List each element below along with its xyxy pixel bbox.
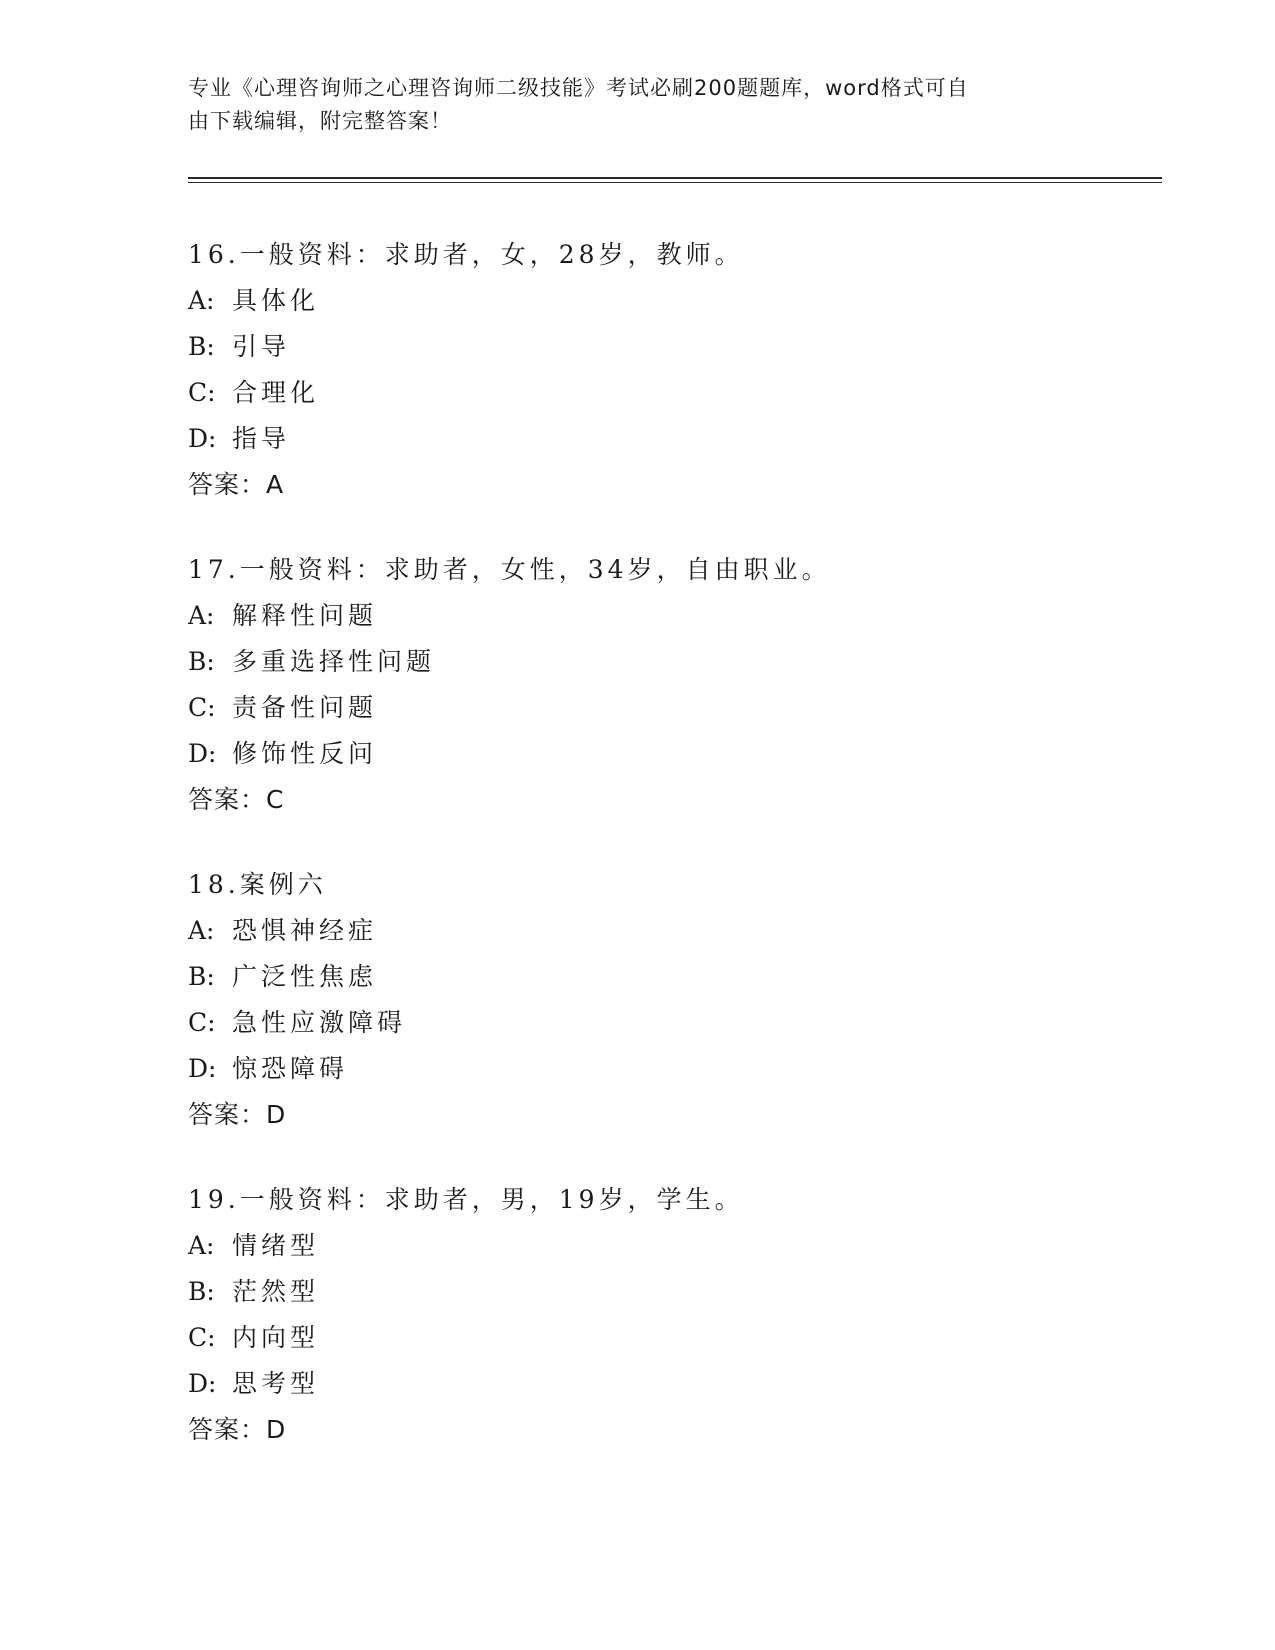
option-c <box>188 1000 1088 1046</box>
option-d <box>188 416 1088 462</box>
option-letter: B: <box>188 647 215 676</box>
option-a <box>188 593 1088 639</box>
option-letter: B: <box>188 332 215 361</box>
answer-line: 答案：C <box>188 785 285 814</box>
option-letter: B: <box>188 1277 215 1306</box>
header-divider-bottom <box>188 182 1162 183</box>
option-letter: C: <box>188 1323 216 1352</box>
option-letter: C: <box>188 378 216 407</box>
option-letter: A: <box>188 916 215 945</box>
option-letter: D: <box>188 1369 217 1398</box>
option-b <box>188 324 1088 370</box>
option-letter: C: <box>188 1008 216 1037</box>
answer-line: 答案：A <box>188 470 285 499</box>
option-letter: D: <box>188 739 217 768</box>
option-text: 指导 <box>232 424 291 453</box>
option-c <box>188 1315 1088 1361</box>
option-text: 合理化 <box>232 378 320 407</box>
option-c <box>188 370 1088 416</box>
question-stem: 18.案例六 <box>188 870 327 899</box>
header-divider-top <box>188 177 1162 179</box>
option-letter: A: <box>188 601 215 630</box>
option-text: 多重选择性问题 <box>232 647 436 676</box>
option-d <box>188 731 1088 777</box>
option-letter: A: <box>188 286 215 315</box>
option-d <box>188 1361 1088 1407</box>
option-text: 广泛性焦虑 <box>232 962 378 991</box>
document-header <box>188 72 1088 138</box>
option-text: 茫然型 <box>232 1277 320 1306</box>
option-text: 思考型 <box>232 1369 320 1398</box>
answer-line: 答案：D <box>188 1100 287 1129</box>
option-b <box>188 1269 1088 1315</box>
header-line-2: 由下载编辑，附完整答案！ <box>188 109 452 133</box>
option-b <box>188 639 1088 685</box>
question-stem: 16.一般资料：求助者，女，28岁，教师。 <box>188 240 744 269</box>
question-stem: 17.一般资料：求助者，女性，34岁，自由职业。 <box>188 555 831 584</box>
option-text: 修饰性反问 <box>232 739 378 768</box>
option-text: 恐惧神经症 <box>232 916 378 945</box>
option-c <box>188 685 1088 731</box>
option-letter: A: <box>188 1231 215 1260</box>
option-a <box>188 1223 1088 1269</box>
option-text: 内向型 <box>232 1323 320 1352</box>
option-letter: C: <box>188 693 216 722</box>
option-d <box>188 1046 1088 1092</box>
option-a <box>188 908 1088 954</box>
question-18 <box>188 862 1088 1138</box>
option-text: 惊恐障碍 <box>232 1054 349 1083</box>
question-16 <box>188 232 1088 508</box>
option-a <box>188 278 1088 324</box>
answer-line: 答案：D <box>188 1415 287 1444</box>
question-19 <box>188 1177 1088 1453</box>
option-text: 具体化 <box>232 286 320 315</box>
header-line-1: 专业《心理咨询师之心理咨询师二级技能》考试必刷200题题库，word格式可自 <box>188 76 969 100</box>
option-letter: D: <box>188 1054 217 1083</box>
option-b <box>188 954 1088 1000</box>
option-text: 引导 <box>232 332 291 361</box>
option-text: 情绪型 <box>232 1231 320 1260</box>
option-text: 解释性问题 <box>232 601 378 630</box>
option-text: 急性应激障碍 <box>232 1008 407 1037</box>
question-stem: 19.一般资料：求助者，男，19岁，学生。 <box>188 1185 744 1214</box>
option-text: 责备性问题 <box>232 693 378 722</box>
option-letter: B: <box>188 962 215 991</box>
option-letter: D: <box>188 424 217 453</box>
question-17 <box>188 547 1088 823</box>
